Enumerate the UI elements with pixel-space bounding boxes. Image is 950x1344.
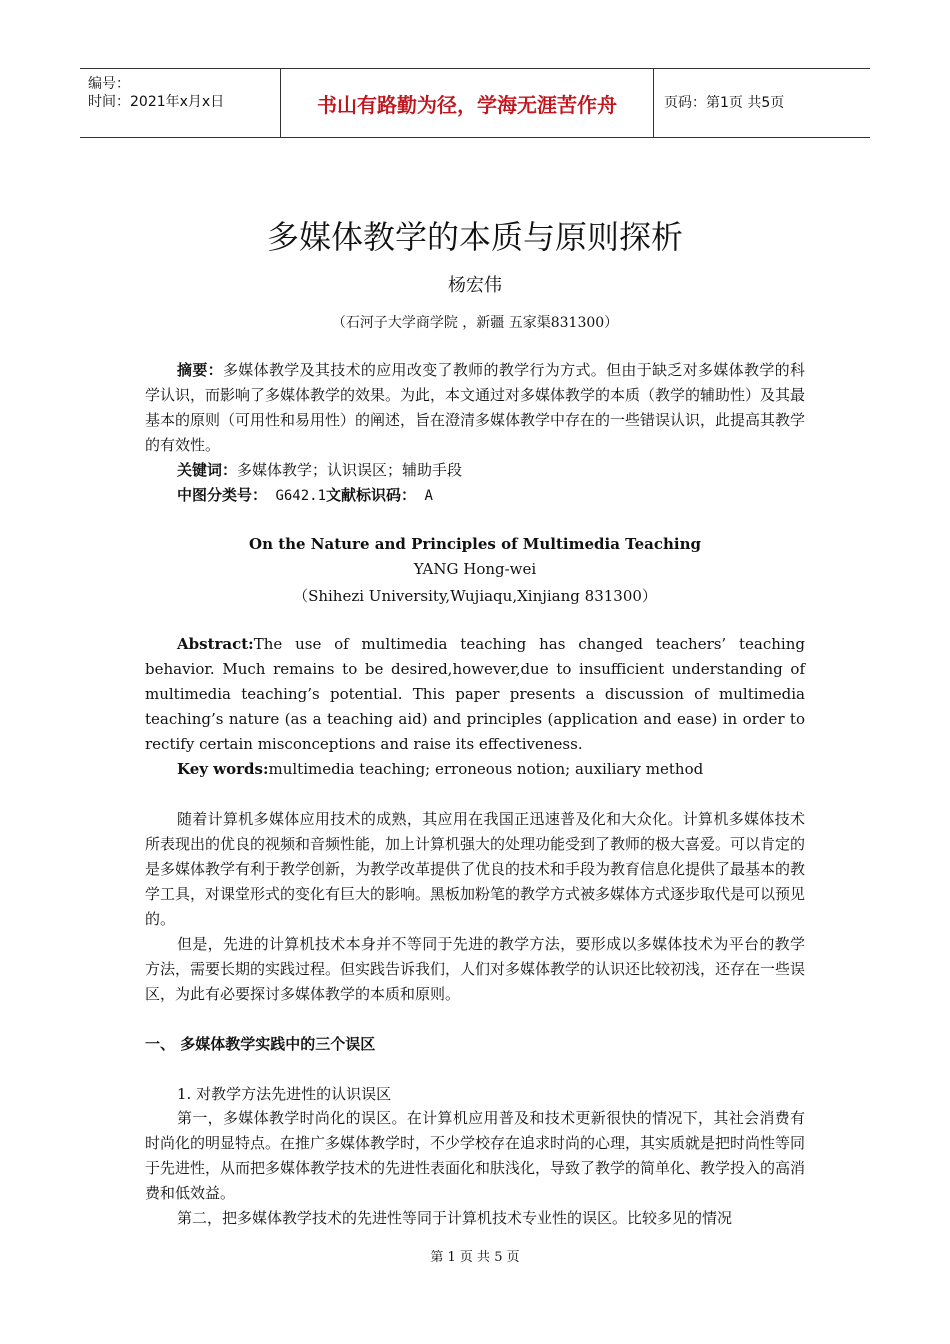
- abstract-label: 摘要：: [177, 361, 223, 379]
- en-abstract-text: The use of multimedia teaching has changed teachers’ teaching behavior. Much remains to be desired,however,due to insufficient understanding of multimedia teaching’s potential. This paper presents a discussion of multimedia teaching’s nature (as a teaching aid) and principles (application and ease) in order to rectify certain misconceptions and raise its effectiveness.: [145, 635, 805, 753]
- doccode-value: A: [416, 488, 433, 504]
- class-value: G642.1: [267, 488, 327, 504]
- keywords-label: 关键词：: [177, 461, 238, 479]
- en-keywords-text: multimedia teaching; erroneous notion; auxiliary method: [268, 760, 704, 778]
- abstract-text: 多媒体教学及其技术的应用改变了教师的教学行为方式。但由于缺乏对多媒体教学的科学认识，而影响了多媒体教学的效果。为此，本文通过对多媒体教学的本质（教学的辅助性）及其最基本的原则（可用性和易用性）的阐述，旨在澄清多媒体教学中存在的一些错误认识，此提高其教学的有效性。: [145, 361, 806, 454]
- class-label: 中图分类号：: [177, 486, 268, 504]
- paper-title: 多媒体教学的本质与原则探析: [266, 218, 683, 256]
- body-paragraph: 但是，先进的计算机技术本身并不等同于先进的教学方法，要形成以多媒体技术为平台的教学方法，需要长期的实践过程。但实践告诉我们，人们对多媒体教学的认识还比较初浅，还存在一些误区，为此有必要探讨多媒体教学的本质和原则。: [145, 935, 806, 1003]
- number-label: 编号：: [88, 76, 130, 92]
- abstract-en: [145, 632, 805, 757]
- body-paragraph: 第一，多媒体教学时尚化的误区。在计算机应用普及和技术更新很快的情况下，其社会消费有时尚化的明显特点。在推广多媒体教学时，不少学校存在追求时尚的心理，其实质就是把时尚性等同于先进性，从而把多媒体教学技术的先进性表面化和肤浅化，导致了教学的简单化、教学投入的高消费和低效益。: [145, 1109, 806, 1202]
- classification: [145, 483, 805, 509]
- header-motto: 书山有路勤为径，学海无涯苦作舟: [281, 69, 654, 137]
- keywords-text: 多媒体教学；认识误区；辅助手段: [237, 461, 463, 479]
- section-heading: 一、 多媒体教学实践中的三个误区: [145, 1035, 376, 1053]
- header-page-info: 页码：第1页 共5页: [664, 95, 785, 111]
- en-abstract-label: Abstract:: [177, 635, 254, 653]
- keywords-cn: [145, 458, 805, 483]
- english-title: On the Nature and Principles of Multimedia Teaching: [249, 535, 701, 553]
- abstract-cn: [145, 358, 805, 458]
- page-header: [80, 68, 870, 138]
- body-paragraph: 随着计算机多媒体应用技术的成熟，其应用在我国正迅速普及化和大众化。计算机多媒体技术所表现出的优良的视频和音频性能，加上计算机强大的处理功能受到了教师的极大喜爱。可以肯定的是多媒体教学有利于教学创新，为教学改革提供了优良的技术和手段为教育信息化提供了最基本的教学工具，对课堂形式的变化有巨大的影响。黑板加粉笔的教学方式被多媒体方式逐步取代是可以预见的。: [145, 810, 806, 928]
- doccode-label: 文献标识码：: [326, 486, 417, 504]
- time-label: 时间：2021年x月x日: [88, 94, 225, 110]
- en-keywords-label: Key words:: [177, 760, 269, 778]
- paper-author: 杨宏伟: [448, 275, 502, 296]
- paper-affiliation: （石河子大学商学院 ，新疆 五家渠831300）: [331, 315, 619, 331]
- subsection-heading: 1. 对教学方法先进性的认识误区: [177, 1085, 392, 1103]
- page-footer: 第 1 页 共 5 页: [430, 1250, 520, 1265]
- header-meta: [80, 69, 281, 137]
- english-affiliation: （Shihezi University,Wujiaqu,Xinjiang 831300）: [293, 587, 657, 605]
- english-author: YANG Hong-wei: [413, 560, 537, 578]
- keywords-en: [145, 757, 805, 782]
- body-paragraph: 第二，把多媒体教学技术的先进性等同于计算机技术专业性的误区。比较多见的情况: [177, 1209, 733, 1227]
